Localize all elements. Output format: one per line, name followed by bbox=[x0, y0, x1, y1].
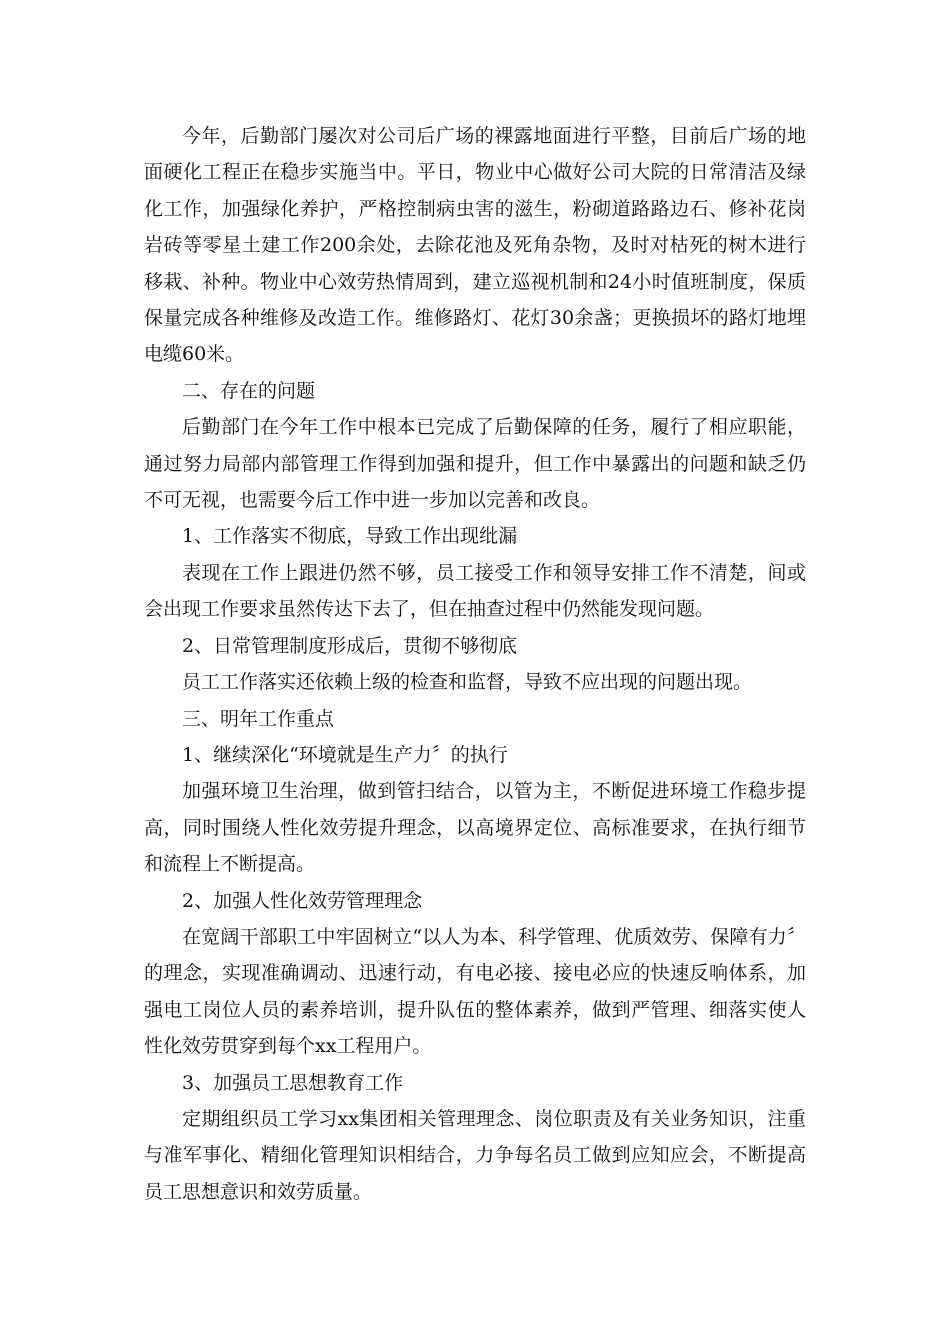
subheading-problem-1: 1、工作落实不彻底，导致工作出现纰漏 bbox=[182, 525, 518, 548]
paragraph-focus-2: 在宽阔干部职工中牢固树立“以人为本、科学管理、优质效劳、保障有力〞的理念，实现准确调动、迅速行动，有电必接、接电必应的快速反响体系，加强电工岗位人员的素养培训，提升队伍的整体素养，做到严管理、细落实使人性化效劳贯穿到每个xx工程用户。 bbox=[144, 925, 806, 1058]
paragraph-focus-3: 定期组织员工学习xx集团相关管理理念、岗位职责及有关业务知识，注重与准军事化、精细化管理知识相结合，力争每名员工做到应知应会，不断提高员工思想意识和效劳质量。 bbox=[144, 1107, 806, 1203]
subheading-focus-3: 3、加强员工思想教育工作 bbox=[182, 1071, 404, 1094]
paragraph-problem-2: 员工工作落实还依赖上级的检查和监督，导致不应出现的问题出现。 bbox=[182, 671, 753, 694]
subheading-focus-1: 1、继续深化“环境就是生产力〞的执行 bbox=[182, 743, 508, 766]
paragraph-maintenance-summary: 今年，后勤部门屡次对公司后广场的裸露地面进行平整，目前后广场的地面硬化工程正在稳步实施当中。平日，物业中心做好公司大院的日常清洁及绿化工作，加强绿化养护，严格控制病虫害的滋生，粉砌道路路边石、修补花岗岩砖等零星土建工作200余处，去除花池及死角杂物，及时对枯死的树木进行移栽、补种。物业中心效劳热情周到，建立巡视机制和24小时值班制度，保质保量完成各种维修及改造工作。维修路灯、花灯30余盏；更换损坏的路灯地埋电缆60米。 bbox=[144, 125, 806, 366]
heading-existing-problems: 二、存在的问题 bbox=[182, 379, 316, 402]
subheading-problem-2: 2、日常管理制度形成后，贯彻不够彻底 bbox=[182, 634, 518, 657]
paragraph-problems-overview: 后勤部门在今年工作中根本已完成了后勤保障的任务，履行了相应职能，通过努力局部内部管理工作得到加强和提升，但工作中暴露出的问题和缺乏仍不可无视，也需要今后工作中进一步加以完善和改良。 bbox=[144, 416, 806, 512]
paragraph-problem-1: 表现在工作上跟进仍然不够，员工接受工作和领导安排工作不清楚，间或会出现工作要求虽然传达下去了，但在抽查过程中仍然能发现问题。 bbox=[144, 561, 806, 621]
subheading-focus-2: 2、加强人性化效劳管理理念 bbox=[182, 889, 423, 912]
document-body bbox=[144, 118, 806, 1210]
heading-next-year-focus: 三、明年工作重点 bbox=[182, 707, 335, 730]
paragraph-focus-1: 加强环境卫生治理，做到管扫结合，以管为主，不断促进环境工作稳步提高，同时围绕人性化效劳提升理念，以高境界定位、高标准要求，在执行细节和流程上不断提高。 bbox=[144, 780, 806, 876]
